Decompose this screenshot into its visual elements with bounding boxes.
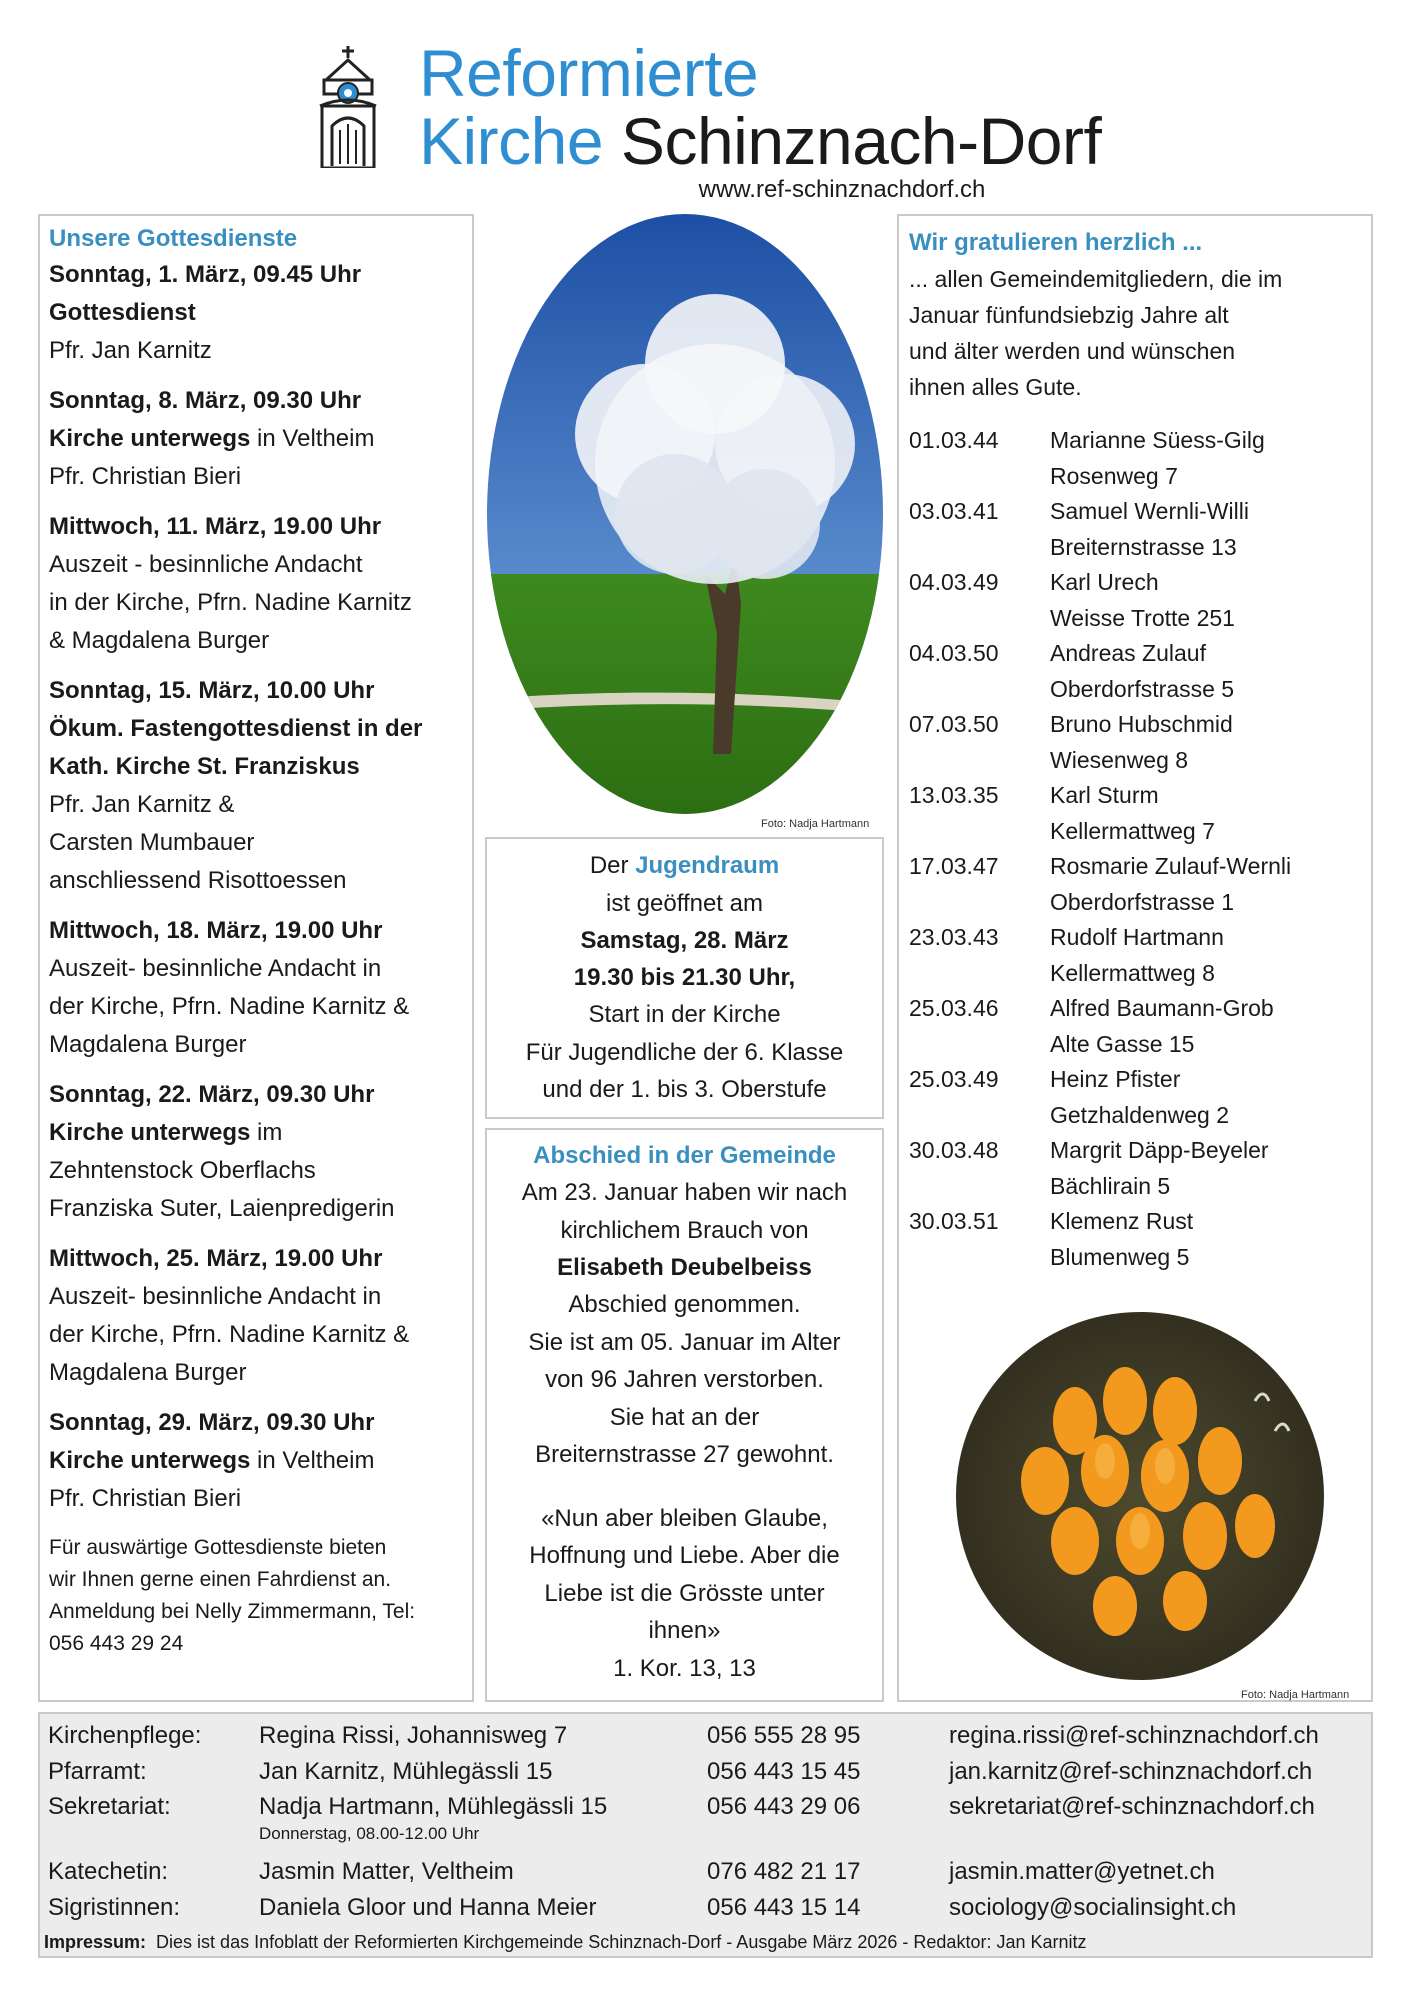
youth-highlight: Jugendraum — [635, 852, 780, 879]
service-title: Kirche unterwegs — [49, 1447, 251, 1474]
birthday-entry — [909, 778, 1361, 849]
contact-name: Jasmin Matter, Veltheim — [259, 1858, 514, 1885]
service-entry — [49, 1404, 463, 1518]
youth-line: Start in der Kirche — [588, 1001, 781, 1028]
bible-quote-line: «Nun aber bleiben Glaube, — [541, 1504, 828, 1532]
service-line: Pfr. Jan Karnitz & — [49, 791, 235, 818]
birthday-date: 04.03.49 — [909, 569, 999, 595]
service-title-line — [49, 420, 463, 458]
farewell-box — [485, 1128, 884, 1702]
service-place: im — [250, 1119, 283, 1146]
contact-name: Daniela Gloor und Hanna Meier — [259, 1894, 597, 1921]
birthday-entry — [909, 707, 1361, 778]
youth-room-box — [485, 837, 884, 1119]
service-entry — [49, 382, 463, 496]
service-date: Sonntag, 29. März, 09.30 Uhr — [49, 1409, 375, 1436]
title-kirche: Kirche — [419, 104, 604, 178]
birthday-entry — [909, 494, 1361, 565]
farewell-line: Am 23. Januar haben wir nach — [521, 1179, 848, 1206]
birthday-entry — [909, 565, 1361, 636]
contact-phone[interactable]: 056 555 28 95 — [707, 1722, 861, 1749]
birthday-entry — [909, 920, 1361, 991]
birthday-entry — [909, 423, 1361, 494]
youth-time: 19.30 bis 21.30 Uhr, — [573, 964, 796, 991]
service-line: Carsten Mumbauer — [49, 829, 255, 856]
birthday-name: Alfred Baumann-Grob — [1050, 995, 1274, 1021]
service-line: der Kirche, Pfrn. Nadine Karnitz & — [49, 993, 410, 1020]
impressum — [44, 1932, 1087, 1953]
farewell-line: Sie hat an der — [609, 1403, 760, 1431]
birthday-name: Karl Sturm — [1050, 782, 1159, 808]
birthday-name: Heinz Pfister — [1050, 1066, 1181, 1092]
birthday-address: Blumenweg 5 — [1050, 1243, 1190, 1270]
birthday-name: Karl Urech — [1050, 569, 1159, 595]
birthday-date: 30.03.51 — [909, 1208, 999, 1234]
service-date: Sonntag, 8. März, 09.30 Uhr — [49, 387, 362, 414]
impressum-label: Impressum: — [44, 1932, 147, 1952]
contact-email[interactable]: sociology@socialinsight.ch — [949, 1894, 1237, 1921]
youth-date: Samstag, 28. März — [580, 927, 789, 954]
service-line: anschliessend Risottoessen — [49, 867, 347, 894]
contact-name: Nadja Hartmann, Mühlegässli 15 — [259, 1793, 608, 1820]
farewell-heading: Abschied in der Gemeinde — [533, 1142, 836, 1169]
impressum-text: Dies ist das Infoblatt der Reformierten Kirchgemeinde Schinznach-Dorf - Ausgabe März 2026 - Redaktor: Jan Karnitz — [146, 1932, 1087, 1952]
service-date: Mittwoch, 11. März, 19.00 Uhr — [49, 513, 382, 540]
note-line: wir Ihnen gerne einen Fahrdienst an. — [49, 1568, 392, 1591]
service-line: in der Kirche, Pfrn. Nadine Karnitz — [49, 589, 412, 616]
contact-role: Sekretariat: — [48, 1793, 171, 1820]
service-line: Auszeit- besinnliche Andacht in — [49, 1283, 382, 1310]
contact-role: Kirchenpflege: — [48, 1722, 202, 1749]
birthday-date: 03.03.41 — [909, 498, 999, 524]
birthday-address: Oberdorfstrasse 5 — [1050, 675, 1235, 702]
service-title: Gottesdienst — [49, 299, 196, 326]
note-phone: 056 443 29 24 — [49, 1632, 184, 1655]
service-person: Pfr. Jan Karnitz — [49, 337, 212, 364]
service-line: & Magdalena Burger — [49, 627, 270, 654]
service-person: Pfr. Christian Bieri — [49, 1485, 242, 1512]
contact-role: Pfarramt: — [48, 1758, 147, 1785]
farewell-line: Abschied genommen. — [568, 1291, 801, 1318]
birthday-name: Bruno Hubschmid — [1050, 711, 1233, 737]
youth-line: und der 1. bis 3. Oberstufe — [542, 1076, 827, 1103]
congrats-intro-line: Januar fünfundsiebzig Jahre alt — [909, 302, 1229, 328]
birthday-name: Rosmarie Zulauf-Wernli — [1050, 853, 1292, 879]
service-line: Franziska Suter, Laienpredigerin — [49, 1195, 395, 1222]
service-title-line — [49, 1114, 463, 1152]
farewell-name: Elisabeth Deubelbeiss — [557, 1254, 812, 1281]
service-date: Mittwoch, 25. März, 19.00 Uhr — [49, 1245, 383, 1272]
birthday-entry — [909, 849, 1361, 920]
farewell-line: Breiternstrasse 27 gewohnt. — [535, 1441, 834, 1468]
service-date: Sonntag, 22. März, 09.30 Uhr — [49, 1081, 375, 1108]
birthday-address: Oberdorfstrasse 1 — [1050, 888, 1235, 915]
church-tower-logo-icon — [318, 46, 388, 168]
birthday-date: 30.03.48 — [909, 1137, 999, 1163]
photo-credit-tree: Foto: Nadja Hartmann — [761, 818, 870, 830]
birthday-date: 13.03.35 — [909, 782, 999, 808]
birthday-list — [909, 423, 1361, 1275]
congrats-intro-line: und älter werden und wünschen — [909, 338, 1236, 364]
office-hours: Donnerstag, 08.00-12.00 Uhr — [259, 1824, 480, 1843]
service-title: Kath. Kirche St. Franziskus — [49, 753, 360, 780]
blossom-tree-photo — [485, 214, 884, 819]
birthday-date: 25.03.49 — [909, 1066, 999, 1092]
contact-name: Jan Karnitz, Mühlegässli 15 — [259, 1758, 553, 1785]
birthday-name: Samuel Wernli-Willi — [1050, 498, 1249, 524]
birthday-address: Kellermattweg 7 — [1050, 817, 1215, 844]
crocus-photo — [955, 1311, 1325, 1681]
contact-role: Sigristinnen: — [48, 1894, 181, 1921]
birthday-entry — [909, 1204, 1361, 1275]
title-line-1: Reformierte — [419, 36, 759, 110]
birthday-address: Rosenweg 7 — [1050, 462, 1178, 489]
transport-note — [49, 1532, 463, 1660]
service-line: der Kirche, Pfrn. Nadine Karnitz & — [49, 1321, 410, 1348]
note-line: Anmeldung bei Nelly Zimmermann, Tel: — [49, 1600, 416, 1623]
birthday-entry — [909, 1133, 1361, 1204]
title-place: Schinznach-Dorf — [620, 104, 1102, 178]
service-line: Magdalena Burger — [49, 1359, 247, 1386]
website-link[interactable]: www.ref-schinznachdorf.ch — [698, 176, 986, 203]
service-place: in Veltheim — [250, 425, 375, 452]
congrats-intro-line: ihnen alles Gute. — [909, 374, 1082, 400]
service-entry — [49, 508, 463, 660]
contact-phone[interactable]: 056 443 15 14 — [707, 1894, 861, 1921]
service-line: Auszeit - besinnliche Andacht — [49, 551, 363, 578]
contact-role: Katechetin: — [48, 1858, 169, 1885]
service-title: Kirche unterwegs — [49, 425, 251, 452]
service-date: Sonntag, 15. März, 10.00 Uhr — [49, 677, 375, 704]
birthday-name: Rudolf Hartmann — [1050, 924, 1224, 950]
farewell-line: Sie ist am 05. Januar im Alter — [528, 1328, 841, 1356]
birthday-address: Kellermattweg 8 — [1050, 959, 1215, 986]
birthday-address: Breiternstrasse 13 — [1050, 533, 1237, 560]
bible-quote-line: Liebe ist die Grösste unter — [544, 1579, 825, 1607]
bible-quote-line: Hoffnung und Liebe. Aber die — [529, 1542, 840, 1569]
service-entry — [49, 1240, 463, 1392]
birthday-name: Klemenz Rust — [1050, 1208, 1194, 1234]
congrats-heading: Wir gratulieren herzlich ... — [909, 229, 1203, 256]
birthday-date: 07.03.50 — [909, 711, 999, 737]
birthday-entry — [909, 991, 1361, 1062]
birthday-name: Marianne Süess-Gilg — [1050, 427, 1265, 453]
service-line: Zehntenstock Oberflachs — [49, 1157, 316, 1184]
service-title: Ökum. Fastengottesdienst in der — [49, 715, 423, 742]
photo-credit-crocus: Foto: Nadja Hartmann — [1241, 1689, 1350, 1701]
farewell-line: von 96 Jahren verstorben. — [545, 1366, 824, 1393]
birthday-date: 04.03.50 — [909, 640, 999, 666]
youth-line — [491, 847, 878, 885]
contact-name: Regina Rissi, Johannisweg 7 — [259, 1722, 568, 1749]
title-line-2 — [419, 104, 1102, 178]
birthday-date: 17.03.47 — [909, 853, 999, 879]
service-date: Sonntag, 1. März, 09.45 Uhr — [49, 261, 362, 288]
contact-phone[interactable]: 076 482 21 17 — [707, 1858, 861, 1885]
birthday-name: Andreas Zulauf — [1050, 640, 1206, 666]
service-entry — [49, 256, 463, 370]
farewell-line: kirchlichem Brauch von — [560, 1216, 809, 1244]
service-title: Kirche unterwegs — [49, 1119, 251, 1146]
contact-phone[interactable]: 056 443 15 45 — [707, 1758, 861, 1785]
birthday-date: 01.03.44 — [909, 427, 999, 453]
service-title-line — [49, 1442, 463, 1480]
contact-email[interactable]: jan.karnitz@ref-schinznachdorf.ch — [949, 1758, 1313, 1785]
birthday-address: Getzhaldenweg 2 — [1050, 1101, 1230, 1128]
note-line: Für auswärtige Gottesdienste bieten — [49, 1536, 387, 1559]
bible-reference: 1. Kor. 13, 13 — [613, 1654, 756, 1682]
birthday-address: Weisse Trotte 251 — [1050, 604, 1235, 631]
service-line: Magdalena Burger — [49, 1031, 247, 1058]
contact-footer — [38, 1712, 1373, 1958]
birthday-name: Margrit Däpp-Beyeler — [1050, 1137, 1269, 1163]
service-place: in Veltheim — [250, 1447, 375, 1474]
contact-email[interactable]: jasmin.matter@yetnet.ch — [949, 1858, 1215, 1885]
birthday-entry — [909, 636, 1361, 707]
youth-line: Für Jugendliche der 6. Klasse — [525, 1038, 844, 1066]
youth-line: ist geöffnet am — [606, 889, 763, 917]
contact-email[interactable]: regina.rissi@ref-schinznachdorf.ch — [949, 1722, 1319, 1749]
service-entry — [49, 1076, 463, 1228]
youth-prefix: Der — [589, 852, 636, 879]
birthday-date: 23.03.43 — [909, 924, 999, 950]
bible-quote-line: ihnen» — [648, 1617, 721, 1644]
birthday-entry — [909, 1062, 1361, 1133]
service-person: Pfr. Christian Bieri — [49, 463, 242, 490]
birthday-address: Alte Gasse 15 — [1050, 1030, 1195, 1057]
birthday-address: Wiesenweg 8 — [1050, 746, 1189, 773]
contact-email[interactable]: sekretariat@ref-schinznachdorf.ch — [949, 1793, 1315, 1820]
birthday-address: Bächlirain 5 — [1050, 1172, 1171, 1199]
service-entry — [49, 672, 463, 900]
services-heading: Unsere Gottesdienste — [49, 225, 298, 252]
birthday-date: 25.03.46 — [909, 995, 999, 1021]
service-entry — [49, 912, 463, 1064]
service-date: Mittwoch, 18. März, 19.00 Uhr — [49, 917, 383, 944]
services-box — [38, 214, 474, 1702]
service-line: Auszeit- besinnliche Andacht in — [49, 955, 382, 982]
contact-phone[interactable]: 056 443 29 06 — [707, 1793, 861, 1820]
congrats-intro-line: ... allen Gemeindemitgliedern, die im — [909, 266, 1283, 292]
